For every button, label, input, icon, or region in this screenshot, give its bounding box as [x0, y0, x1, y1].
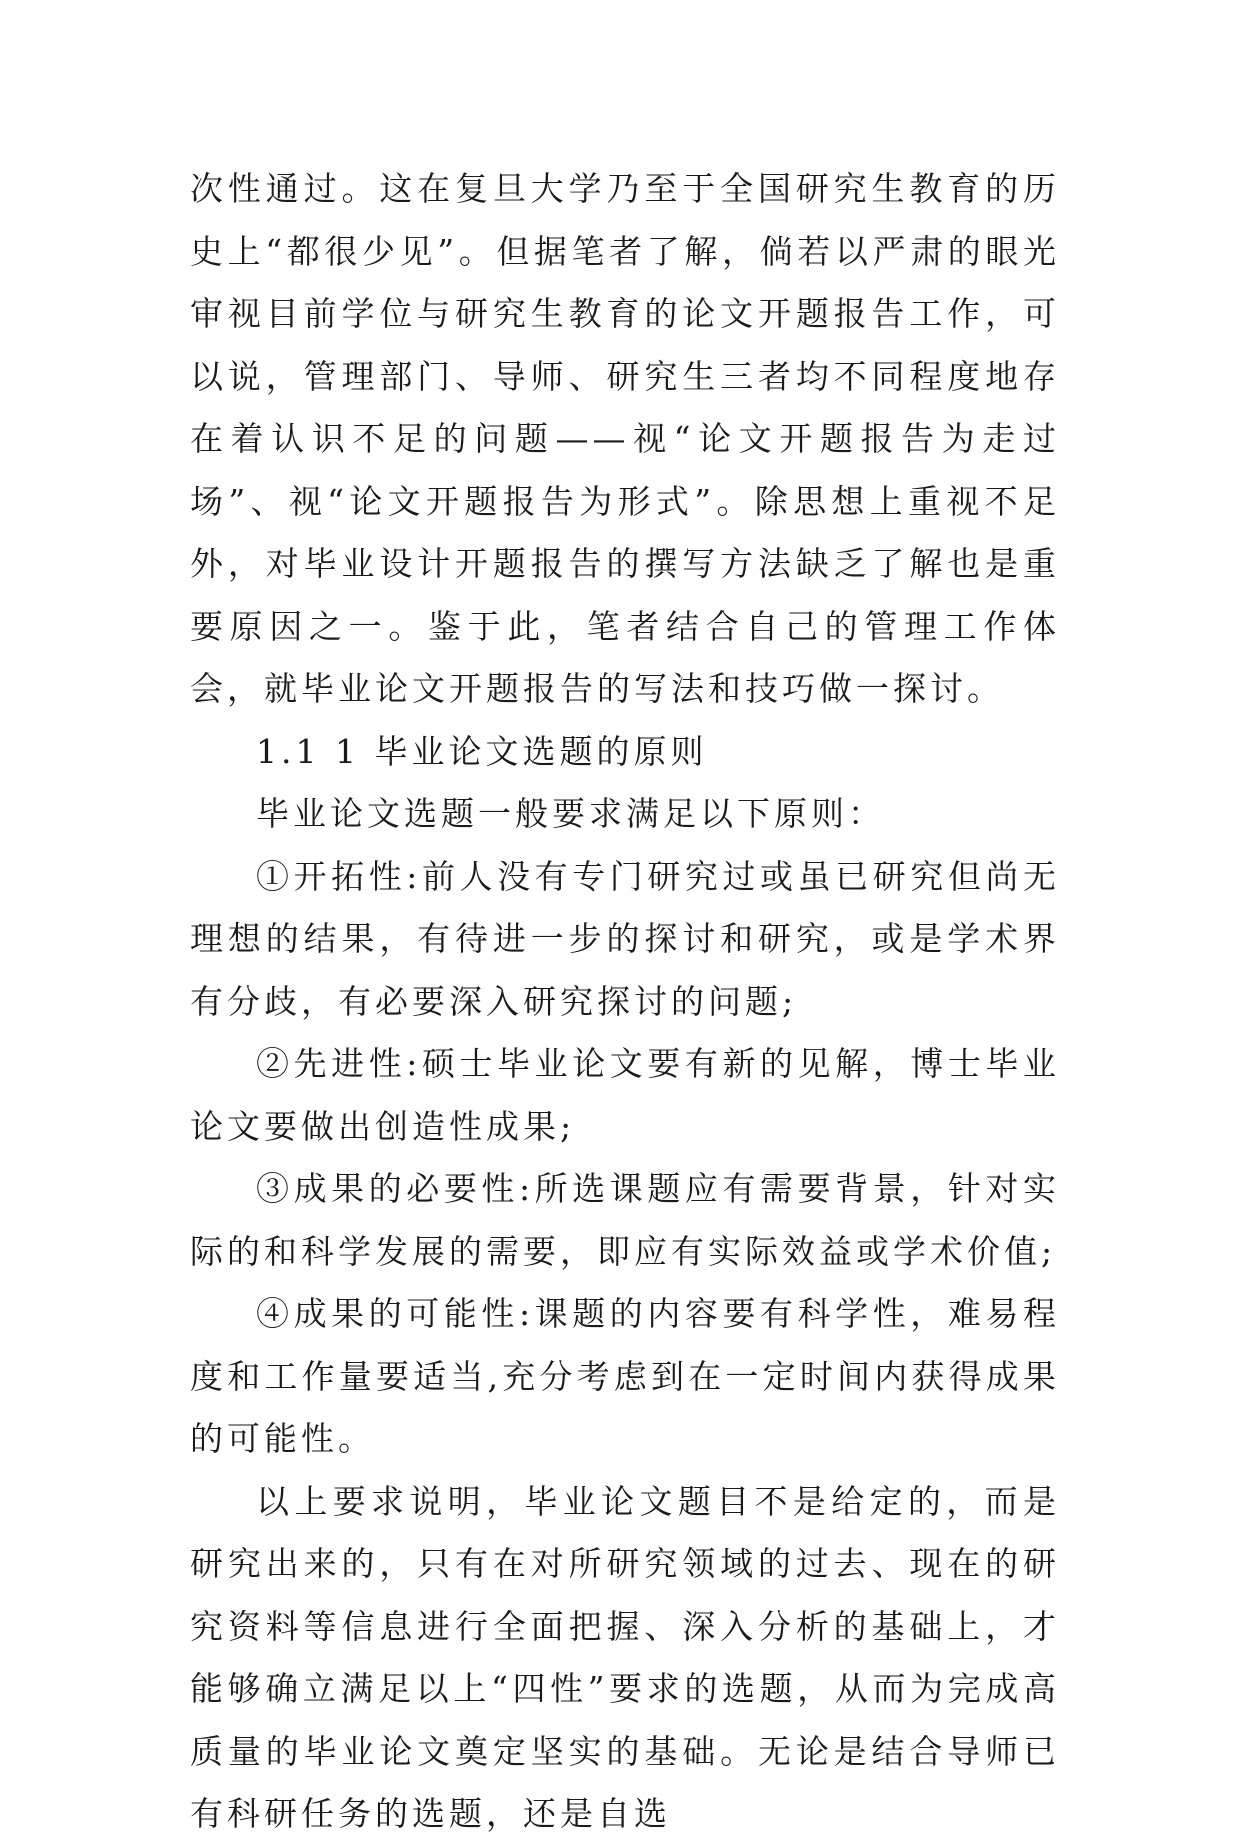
paragraph-intro: 次性通过。这在复旦大学乃至于全国研究生教育的历史上“都很少见”。但据笔者了解，倘若以严肃的眼光审视目前学位与研究生教育的论文开题报告工作，可以说，管理部门、导师、研究生三者均不同程度地存在着认识不足的问题——视“论文开题报告为走过场”、视“论文开题报告为形式”。除思想上重视不足外，对毕业设计开题报告的撰写方法缺乏了解也是重要原因之一。鉴于此，笔者结合自己的管理工作体会，就毕业论文开题报告的写法和技巧做一探讨。	[190, 169, 1060, 708]
document-body	[190, 158, 1060, 1846]
paragraph-principle-feasibility: ④成果的可能性:课题的内容要有科学性，难易程度和工作量要适当,充分考虑到在一定时间内获得成果的可能性。	[190, 1294, 1060, 1458]
section-heading-topic-principles: 1.1 1 毕业论文选题的原则	[256, 731, 708, 771]
paragraph-principle-necessity: ③成果的必要性:所选课题应有需要背景，针对实际的和科学发展的需要，即应有实际效益或学术价值;	[190, 1169, 1060, 1271]
paragraph-principle-advanced: ②先进性:硕士毕业论文要有新的见解，博士毕业论文要做出创造性成果;	[190, 1044, 1060, 1146]
paragraph-principles-lead: 毕业论文选题一般要求满足以下原则：	[256, 794, 885, 833]
paragraph-conclusion: 以上要求说明，毕业论文题目不是给定的，而是研究出来的，只有在对所研究领域的过去、现在的研究资料等信息进行全面把握、深入分析的基础上，才能够确立满足以上“四性”要求的选题，从而为完成高质量的毕业论文奠定坚实的基础。无论是结合导师已有科研任务的选题，还是自选	[190, 1481, 1060, 1833]
paragraph-principle-pioneering: ①开拓性:前人没有专门研究过或虽已研究但尚无理想的结果，有待进一步的探讨和研究，或是学术界有分歧，有必要深入研究探讨的问题;	[190, 856, 1060, 1021]
